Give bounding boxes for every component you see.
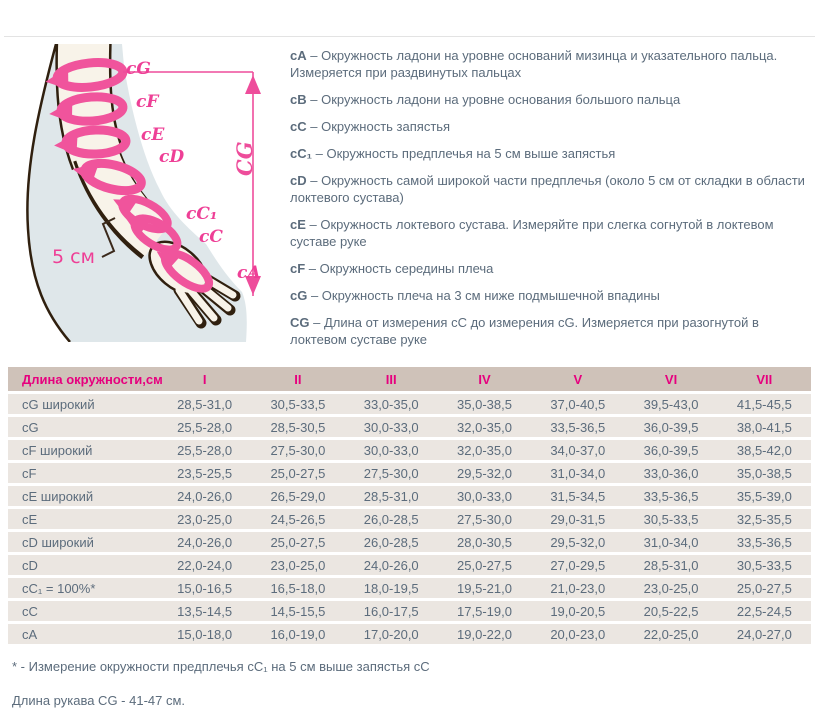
size-range-cell: 15,0-18,0	[177, 626, 233, 642]
row-label: cA	[22, 626, 38, 642]
table-row	[8, 578, 811, 598]
size-range-cell: 33,0-36,0	[643, 465, 699, 481]
size-range-cell: 38,5-42,0	[736, 442, 792, 458]
definition-term: cA	[290, 48, 307, 63]
size-range-cell: 14,5-15,5	[270, 603, 326, 619]
size-range-cell: 25,0-27,5	[270, 534, 326, 550]
size-range-cell: 26,0-28,5	[363, 511, 419, 527]
size-range-cell: 32,0-35,0	[457, 419, 512, 435]
size-range-cell: 22,5-24,5	[736, 603, 792, 619]
label-five-cm: 5 см	[52, 246, 95, 268]
table-row	[8, 394, 811, 414]
label-cf-icon: cF	[136, 92, 159, 112]
size-range-cell: 39,5-43,0	[643, 396, 699, 412]
definition-text: – Окружность локтевого сустава. Измеряйте при слегка согнутой в локтевом суставе руке	[290, 217, 774, 249]
size-range-cell: 16,0-17,5	[363, 603, 419, 619]
definition-term: cB	[290, 92, 307, 107]
table-row	[8, 555, 811, 575]
size-range-cell: 35,5-39,0	[736, 488, 792, 504]
definition-term: cC₁	[290, 146, 312, 161]
size-range-cell: 30,5-33,5	[270, 396, 326, 412]
size-range-cell: 30,0-33,0	[363, 442, 419, 458]
definition-text: – Окружность ладони на уровне оснований мизинца и указательного пальца. Измеряется при раздвинутых пальцах	[290, 48, 778, 80]
column-header-VII: VII	[756, 371, 773, 387]
definition-term: cF	[290, 261, 306, 276]
label-cd-icon: cD	[159, 147, 185, 167]
column-header-IV: IV	[478, 371, 491, 387]
definition-term: CG	[290, 315, 310, 330]
size-range-cell: 23,0-25,0	[270, 557, 326, 573]
definition-term: cC	[290, 119, 307, 134]
size-range-cell: 24,0-26,0	[177, 534, 233, 550]
size-range-cell: 24,5-26,5	[270, 511, 326, 527]
definition-text: – Окружность ладони на уровне основания большого пальца	[306, 92, 681, 107]
size-range-cell: 32,0-35,0	[457, 442, 512, 458]
size-range-cell: 28,5-30,5	[270, 419, 326, 435]
label-ce-icon: cE	[141, 125, 165, 145]
measurement-definitions	[290, 47, 812, 358]
size-range-cell: 35,0-38,5	[457, 396, 512, 412]
size-range-cell: 28,5-31,0	[363, 488, 419, 504]
size-table-header-row	[8, 367, 811, 391]
size-range-cell: 30,0-33,0	[457, 488, 512, 504]
size-range-cell: 29,0-31,5	[550, 511, 606, 527]
row-label: cD широкий	[22, 534, 94, 550]
size-range-cell: 21,0-23,0	[550, 580, 606, 596]
size-range-cell: 25,0-27,5	[736, 580, 792, 596]
row-label: cC₁ = 100%*	[22, 580, 96, 596]
size-range-cell: 32,5-35,5	[736, 511, 792, 527]
row-label: cF	[22, 465, 37, 481]
size-range-cell: 36,0-39,5	[643, 442, 699, 458]
size-range-cell: 28,0-30,5	[457, 534, 512, 550]
size-table	[8, 367, 811, 647]
size-range-cell: 29,5-32,0	[550, 534, 606, 550]
column-header-III: III	[385, 371, 397, 387]
size-range-cell: 23,0-25,0	[177, 511, 233, 527]
size-range-cell: 31,5-34,5	[550, 488, 606, 504]
definition-text: – Окружность середины плеча	[305, 261, 494, 276]
size-range-cell: 34,0-37,0	[550, 442, 606, 458]
size-range-cell: 25,0-27,5	[457, 557, 512, 573]
table-row	[8, 440, 811, 460]
table-row	[8, 486, 811, 506]
label-cc1-icon: cC₁	[186, 204, 218, 224]
size-range-cell: 29,5-32,0	[457, 465, 512, 481]
size-range-cell: 33,0-35,0	[363, 396, 419, 412]
label-cg-icon: cG	[126, 59, 151, 79]
size-range-cell: 23,0-25,0	[643, 580, 699, 596]
size-table-body	[8, 394, 811, 644]
arm-figure-svg	[12, 44, 272, 342]
row-label: cE широкий	[22, 488, 94, 504]
size-range-cell: 31,0-34,0	[550, 465, 606, 481]
table-row	[8, 417, 811, 437]
size-range-cell: 27,5-30,0	[363, 465, 419, 481]
definition-item	[290, 118, 812, 135]
definition-item	[290, 47, 812, 81]
column-header-I: I	[202, 371, 207, 387]
size-range-cell: 25,5-28,0	[177, 442, 233, 458]
size-range-cell: 36,0-39,5	[643, 419, 699, 435]
definition-text: – Окружность плеча на 3 см ниже подмышечной впадины	[307, 288, 660, 303]
size-range-cell: 22,0-25,0	[643, 626, 699, 642]
row-label: cG	[22, 419, 39, 435]
size-range-cell: 30,5-33,5	[736, 557, 792, 573]
sleeve-length-note: Длина рукава CG - 41-47 см.	[12, 693, 186, 708]
definition-text: – Окружность предплечья на 5 см выше запястья	[312, 146, 616, 161]
size-range-cell: 19,0-22,0	[457, 626, 512, 642]
table-row	[8, 532, 811, 552]
definition-term: cD	[290, 173, 307, 188]
row-label: cE	[22, 511, 38, 527]
size-range-cell: 18,0-19,5	[363, 580, 419, 596]
size-range-cell: 17,0-20,0	[363, 626, 419, 642]
table-row	[8, 463, 811, 483]
size-range-cell: 23,5-25,5	[177, 465, 233, 481]
table-row	[8, 601, 811, 621]
column-header-VI: VI	[664, 371, 678, 387]
size-range-cell: 33,5-36,5	[643, 488, 699, 504]
size-range-cell: 20,0-23,0	[550, 626, 606, 642]
label-length-cg: CG	[232, 141, 257, 176]
row-label: cD	[22, 557, 38, 573]
definition-item	[290, 172, 812, 206]
size-range-cell: 28,5-31,0	[177, 396, 233, 412]
size-range-cell: 16,5-18,0	[270, 580, 326, 596]
definition-text: – Длина от измерения cC до измерения cG. Измеряется при разогнутой в локтевом суставе руке	[290, 315, 759, 347]
size-range-cell: 22,0-24,0	[177, 557, 233, 573]
size-range-cell: 27,5-30,0	[270, 442, 326, 458]
size-range-cell: 24,0-26,0	[363, 557, 419, 573]
size-range-cell: 25,5-28,0	[177, 419, 233, 435]
column-header-V: V	[573, 371, 583, 387]
size-range-cell: 33,5-36,5	[736, 534, 792, 550]
size-range-cell: 27,0-29,5	[550, 557, 606, 573]
size-range-cell: 19,0-20,5	[550, 603, 606, 619]
size-range-cell: 27,5-30,0	[457, 511, 512, 527]
size-range-cell: 28,5-31,0	[643, 557, 699, 573]
column-header-II: II	[294, 371, 302, 387]
definition-item	[290, 314, 812, 348]
size-range-cell: 38,0-41,5	[736, 419, 792, 435]
size-range-cell: 24,0-26,0	[177, 488, 233, 504]
definition-item	[290, 260, 812, 277]
label-cc-icon: cC	[199, 227, 223, 247]
size-range-cell: 30,5-33,5	[643, 511, 699, 527]
arm-measurement-illustration	[12, 44, 272, 342]
row-label: cC	[22, 603, 38, 619]
size-range-cell: 30,0-33,0	[363, 419, 419, 435]
definition-text: – Окружность самой широкой части предплечья (около 5 см от складки в области локтевого сустава)	[290, 173, 805, 205]
label-ca-icon: cA	[237, 263, 261, 283]
size-range-cell: 19,5-21,0	[457, 580, 512, 596]
footnote-measurement-note: * - Измерение окружности предплечья cC₁ на 5 см выше запястья cC	[12, 659, 430, 674]
definition-term: cE	[290, 217, 306, 232]
table-row	[8, 624, 811, 644]
size-range-cell: 17,5-19,0	[457, 603, 512, 619]
top-divider	[4, 36, 815, 37]
size-range-cell: 16,0-19,0	[270, 626, 326, 642]
size-range-cell: 20,5-22,5	[643, 603, 699, 619]
definition-item	[290, 216, 812, 250]
table-row	[8, 509, 811, 529]
definition-term: cG	[290, 288, 308, 303]
size-range-cell: 31,0-34,0	[643, 534, 699, 550]
size-range-cell: 33,5-36,5	[550, 419, 606, 435]
definition-item	[290, 287, 812, 304]
size-range-cell: 26,5-29,0	[270, 488, 326, 504]
size-range-cell: 37,0-40,5	[550, 396, 606, 412]
definition-item	[290, 91, 812, 108]
definition-item	[290, 145, 812, 162]
size-range-cell: 24,0-27,0	[736, 626, 792, 642]
size-range-cell: 35,0-38,5	[736, 465, 792, 481]
size-range-cell: 15,0-16,5	[177, 580, 233, 596]
size-range-cell: 41,5-45,5	[736, 396, 792, 412]
size-range-cell: 25,0-27,5	[270, 465, 326, 481]
size-range-cell: 13,5-14,5	[177, 603, 233, 619]
row-label: cF широкий	[22, 442, 93, 458]
size-range-cell: 26,0-28,5	[363, 534, 419, 550]
row-label: cG широкий	[22, 396, 95, 412]
definition-text: – Окружность запястья	[306, 119, 451, 134]
table-header-label: Длина окружности,см	[22, 371, 163, 387]
